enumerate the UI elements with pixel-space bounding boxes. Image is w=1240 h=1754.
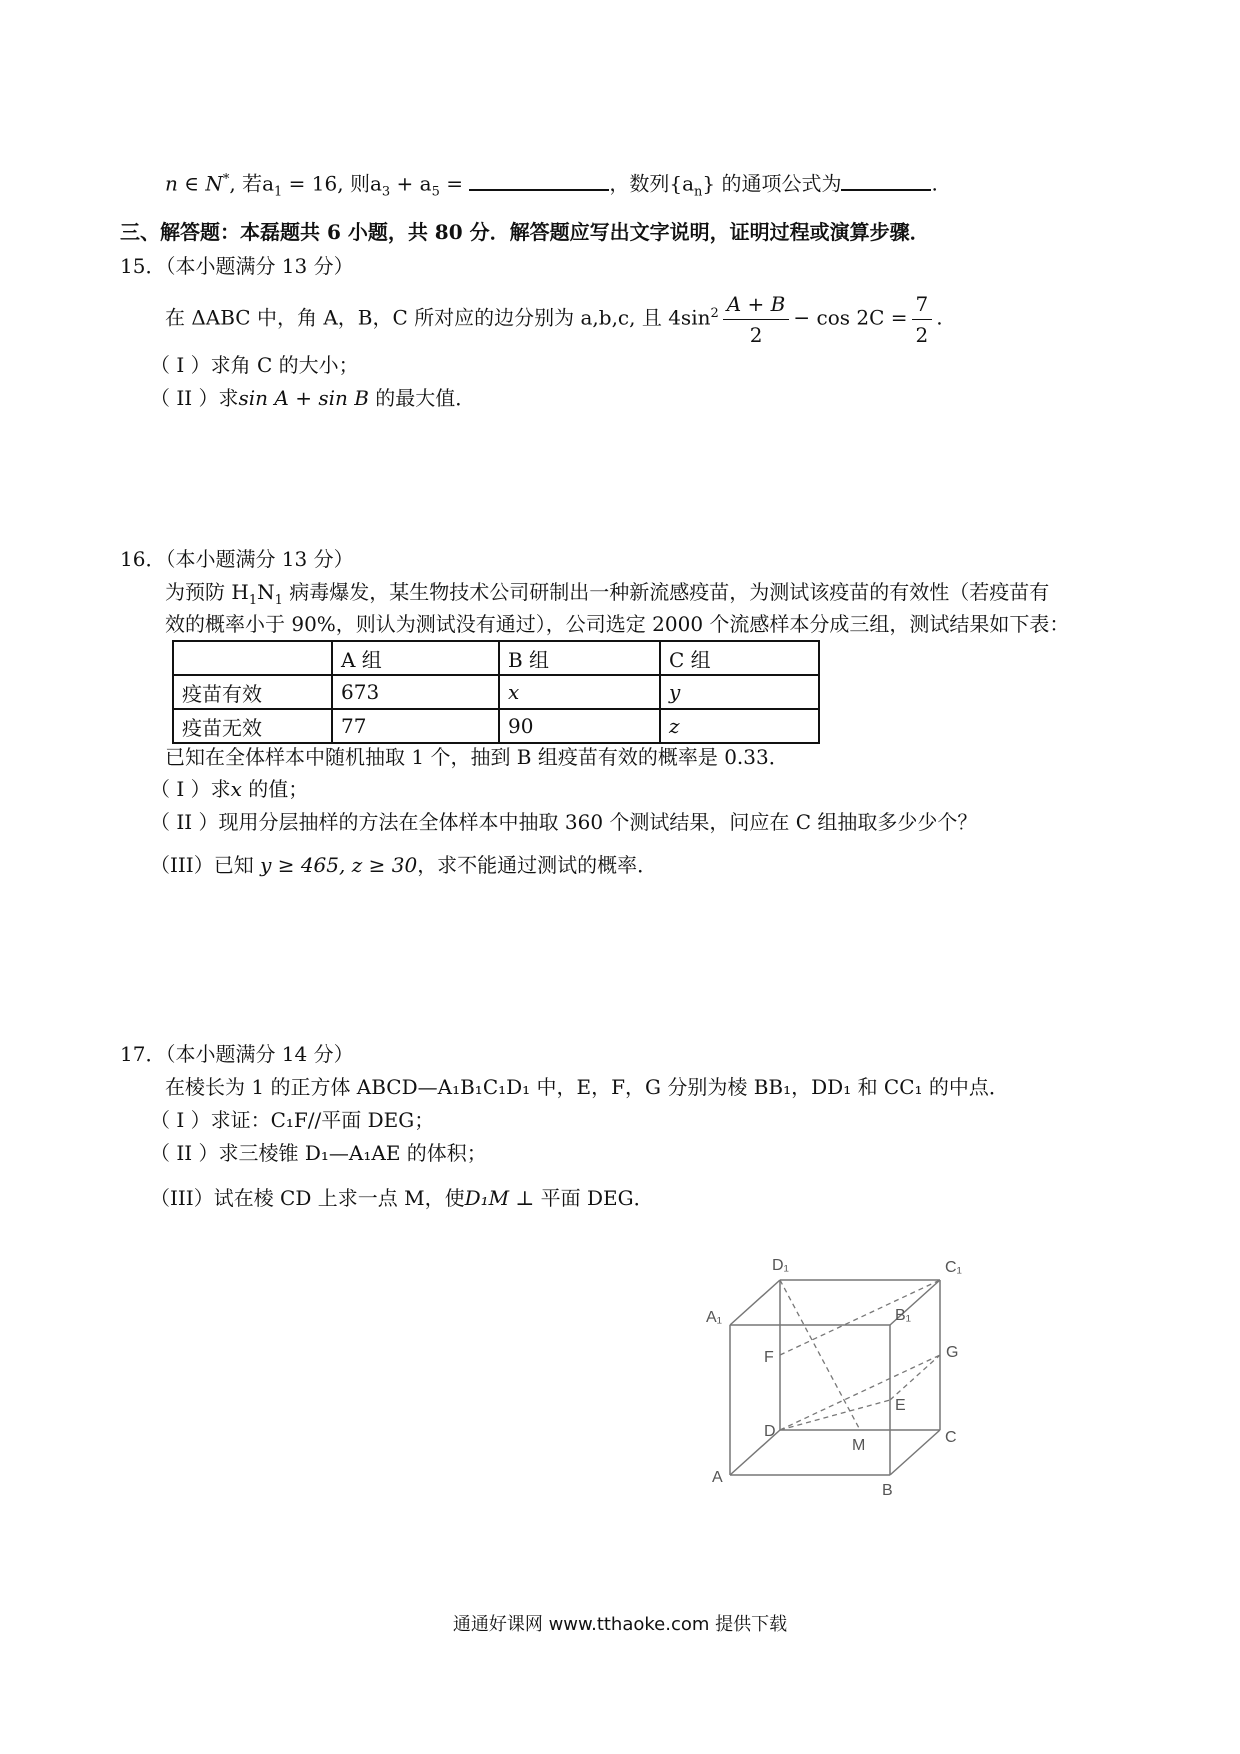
q17-p3-pre: （III）试在棱 CD 上求一点 M，使	[150, 1186, 465, 1210]
q17-p3-post: 平面 DEG．	[534, 1186, 654, 1210]
q16-given: 已知在全体样本中随机抽取 1 个，抽到 B 组疫苗有效的概率是 0.33．	[165, 745, 789, 769]
answer-blank-1[interactable]	[469, 171, 609, 191]
table-header-cell	[173, 641, 332, 675]
table-cell: 673	[332, 675, 499, 709]
period-text: .	[931, 171, 938, 196]
table-header-row	[173, 641, 819, 675]
section-heading: 三、解答题：本磊题共 6 小题，共 80 分．解答题应写出文字说明，证明过程或演算步骤．	[120, 220, 930, 244]
segment-dg	[780, 1355, 940, 1430]
answer-blank-2[interactable]	[841, 171, 931, 191]
q15-square: 2	[710, 306, 719, 321]
label-m: M	[852, 1437, 866, 1454]
table-cell: 疫苗有效	[173, 675, 332, 709]
q16-heading: 16．（本小题满分 13 分）	[120, 547, 354, 571]
q17-part3	[150, 1184, 654, 1212]
label-b: B	[882, 1482, 893, 1499]
table-cell: y	[660, 675, 819, 709]
sub-1: 1	[274, 184, 283, 200]
segment-d1m	[780, 1280, 860, 1430]
eq-text: =	[439, 171, 470, 196]
table-header-cell: C 组	[660, 641, 819, 675]
q17-stem: 在棱长为 1 的正方体 ABCD—A₁B₁C₁D₁ 中，E，F，G 分别为棱 BB₁，DD₁ 和 CC₁ 的中点．	[165, 1075, 1009, 1099]
table-cell: x	[499, 675, 660, 709]
label-b1: B₁	[895, 1307, 912, 1324]
q15-stem	[165, 284, 943, 350]
given-text: , 若a	[229, 171, 275, 196]
label-d1: D₁	[772, 1257, 789, 1274]
label-a1: A₁	[706, 1309, 723, 1326]
q15-part1: （ I ）求角 C 的大小；	[150, 353, 359, 377]
q16-p3-post: ，求不能通过测试的概率．	[417, 853, 658, 877]
fraction-seven-halves	[912, 289, 933, 350]
q15-p2-math: sin A + sin B	[238, 386, 369, 410]
q17-heading: 17．（本小题满分 14 分）	[120, 1042, 354, 1066]
fraction-a-plus-b	[723, 289, 790, 350]
fraction-den: 2	[749, 322, 763, 347]
q15-stem-pre: 在 ΔABC 中，角 A，B，C 所对应的边分别为 a,b,c, 且 4sin	[165, 305, 711, 330]
q15-p2-post: 的最大值．	[368, 386, 476, 410]
segment-fc1	[780, 1280, 940, 1355]
q16-p1-post: 的值；	[241, 777, 309, 801]
q16-line1-pre: 为预防 H	[165, 580, 249, 604]
label-d: D	[764, 1423, 776, 1440]
q16-p1-pre: （ I ）求	[150, 777, 231, 801]
table-header-cell: A 组	[332, 641, 499, 675]
q15-heading: 15．（本小题满分 13 分）	[120, 254, 354, 278]
q16-p3-math: y ≥ 465, z ≥ 30	[260, 853, 418, 877]
table-cell: 疫苗无效	[173, 709, 332, 743]
sub-3: 3	[381, 184, 391, 200]
label-a: A	[712, 1469, 723, 1486]
q16-line1-post: 病毒爆发，某生物技术公司研制出一种新流感疫苗，为测试该疫苗的有效性（若疫苗有	[282, 580, 1050, 604]
mid-text: ，数列{a	[609, 171, 694, 196]
label-c: C	[945, 1429, 957, 1446]
table-cell: 90	[499, 709, 660, 743]
label-g: G	[946, 1344, 959, 1361]
q17-p3-math: D₁M ⊥	[464, 1186, 535, 1210]
q16-part2: （ II ）现用分层抽样的方法在全体样本中抽取 360 个测试结果，问应在 C 组抽取多少少个？	[150, 810, 978, 834]
sub-n: n	[694, 184, 703, 200]
fraction-num: A + B	[723, 289, 790, 320]
fraction-den: 2	[915, 322, 929, 347]
q16-line2: 效的概率小于 90%，则认为测试没有通过），公司选定 2000 个流感样本分成三组，测试结果如下表：	[165, 612, 1070, 636]
h-sub: 1	[248, 593, 258, 608]
fraction-num: 7	[912, 289, 933, 320]
q17-part2: （ II ）求三棱锥 D₁—A₁AE 的体积；	[150, 1141, 487, 1165]
q15-stem-end: .	[936, 305, 943, 330]
q15-part2	[150, 384, 475, 412]
cube-diagram	[700, 1230, 960, 1500]
table-row	[173, 675, 819, 709]
results-table	[172, 640, 820, 744]
table-header-cell: B 组	[499, 641, 660, 675]
sub-5: 5	[431, 184, 440, 200]
n-sub: 1	[274, 593, 283, 608]
label-c1: C₁	[945, 1259, 962, 1276]
q17-part1: （ I ）求证：C₁F//平面 DEG；	[150, 1108, 435, 1132]
n-letter: N	[257, 580, 275, 604]
table-cell: 77	[332, 709, 499, 743]
table-row	[173, 709, 819, 743]
q16-p1-var: x	[230, 777, 242, 801]
star-sup: *	[222, 172, 230, 187]
eq16-text: = 16, 则a	[282, 171, 382, 196]
table-cell: z	[660, 709, 819, 743]
q16-p3-pre: （III）已知	[150, 853, 254, 877]
label-f: F	[764, 1349, 774, 1366]
set-condition: n ∈ N	[165, 171, 223, 196]
segment-eg	[890, 1355, 940, 1400]
q15-minus: − cos 2C =	[793, 305, 908, 330]
q16-part3	[150, 851, 657, 879]
segment-de	[780, 1400, 890, 1430]
q14-tail-line	[165, 166, 938, 207]
q16-part1	[150, 775, 308, 803]
end-text: } 的通项公式为	[702, 171, 842, 196]
plus-text: + a	[390, 171, 432, 196]
footer-credit: 通通好课网 www.tthaoke.com 提供下载	[452, 1614, 788, 1635]
q15-p2-pre: （ II ）求	[150, 386, 239, 410]
label-e: E	[895, 1397, 906, 1414]
